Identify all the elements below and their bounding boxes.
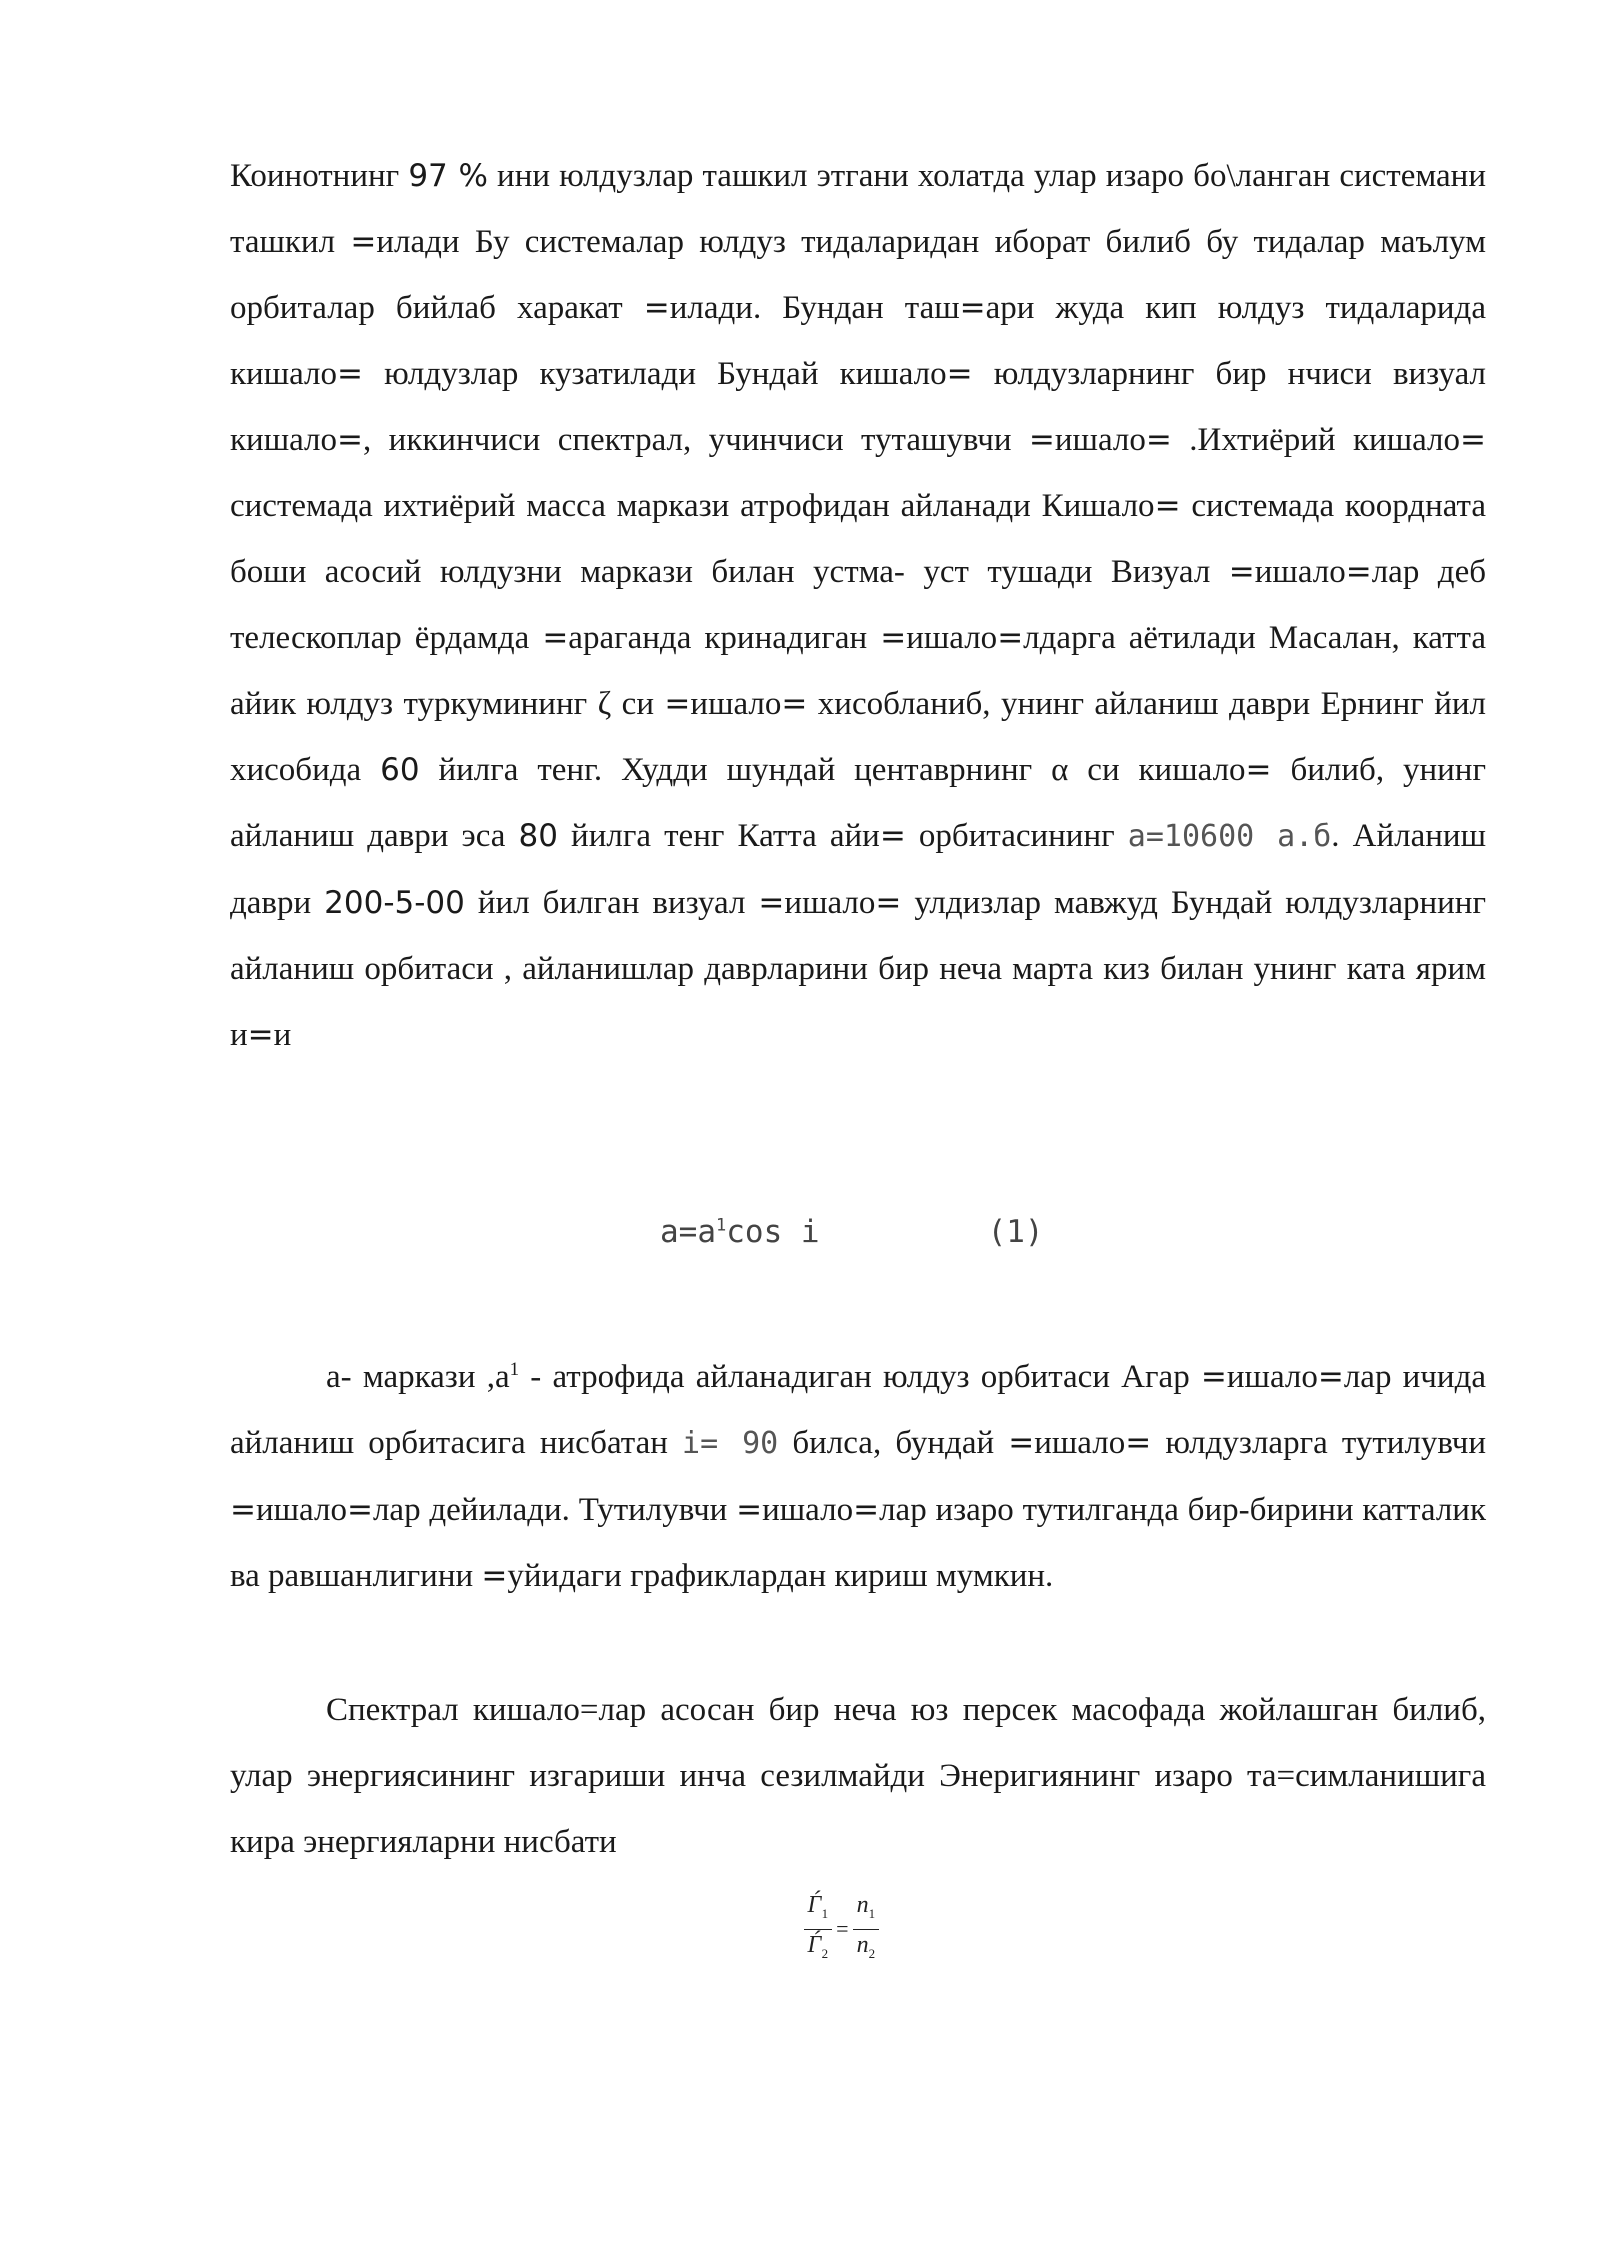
text-run: = [853,1492,880,1528]
symbol: Ѓ [808,1931,822,1958]
fraction-denominator [853,1930,880,1969]
fraction-numerator [804,1890,832,1929]
text-run: ишало [690,686,782,722]
text-run: илади Бу системалар юлдуз тидаларидан иборат билиб бу тидалар маълум орбиталар бийлаб харакат [230,224,1486,326]
text-run: = [1460,422,1486,458]
text-run: улдизлар мавжуд Бундай юлдузларнинг айланиш орбитаси , айланишлар даврларини бир неча марта киз билан унинг ката ярим и [230,885,1486,1053]
text-run: ишало [1034,1425,1126,1461]
text-run: юлдузлар кузатилади Бундай кишало [363,356,947,392]
text-run: = [230,1492,256,1528]
equation-1 [660,1214,1044,1250]
text-run: лар дейилади. Тутилувчи [372,1492,737,1528]
paragraph-spectral [230,1677,1486,1875]
text-run: = [879,818,906,854]
equation-superscript: 1 [716,1215,727,1236]
text-run: ини юлдузлар ташкил этгани холатда улар изаро бо\ланган системани ташкил [230,158,1486,260]
text-run: системада коордната боши асосий юлдузни маркази билан устма- уст тушади Визуал [230,488,1486,590]
text-run: = [346,1492,373,1528]
text-run: билса, бундай [778,1425,1009,1461]
text-run: = [1008,1425,1035,1461]
text-run: = [880,620,907,656]
text-run: орбитасининг [905,818,1128,854]
text-run: = [337,356,363,392]
text-run: = [1345,554,1372,590]
text-run: юлдузларга тутилувчи [1151,1425,1486,1461]
equation-rhs: cos i [726,1214,820,1250]
text-run: юлдузларнинг бир нчиси визуал кишало [230,356,1486,458]
text-run: = [481,1558,508,1594]
equation-lhs: a=a [660,1214,716,1250]
text-run: = [1317,1359,1344,1395]
text-run: йил билган визуал [464,885,759,921]
symbol: n [856,1931,869,1958]
text-run: лдарга аётилади Масалан, катта айик юлдуз туркумининг ζ си [230,620,1486,722]
text-run: а- маркази ,а [326,1359,510,1395]
text-run: = [946,356,973,392]
text-run: = [959,290,986,326]
text-run: лар деб телескоплар ёрдамда [230,554,1487,656]
fraction-numerator [853,1890,880,1929]
equation-number: (1) [987,1214,1044,1250]
text-run: билиб, унинг айланиш даври эса [230,752,1486,854]
text-run: = [337,422,363,458]
text-run: 97 % [408,158,488,194]
text-run: йилга тенг Катта айи [557,818,880,854]
text-run: = [1245,752,1272,788]
fraction-denominator [804,1930,832,1969]
subscript: 2 [868,1945,876,1961]
fraction-right [853,1890,880,1969]
subscript: 2 [821,1945,829,1961]
equation-2 [804,1890,879,1969]
text-run: 200-5-00 [324,885,465,921]
equals-sign: = [836,1916,849,1942]
text-run: ишало [1226,1359,1318,1395]
text-run: a=10600 а.б [1127,819,1332,854]
text-run: ари жуда кип юлдуз тидаларида кишало [230,290,1486,392]
text-run: системада ихтиёрий масса маркази атрофидан айланади Кишало [230,488,1155,524]
text-run: ишало [784,885,876,921]
text-run: = [542,620,569,656]
text-run: = [1228,554,1255,590]
text-run: 80 [518,818,558,854]
text-run: i= 90 [682,1426,779,1461]
text-run: илади. Бундан таш [669,290,960,326]
text-run: , иккинчиси спектрал, учинчиси туташувчи [363,422,1029,458]
text-run: = [643,290,670,326]
text-run: хисобланиб, унинг айланиш даври Ернинг йил хисобида [230,686,1486,788]
subscript: 1 [821,1905,829,1921]
fraction-left [804,1890,832,1969]
text-run: симланишига кира энергияларни нисбати [230,1758,1486,1860]
text-run: = [247,1017,274,1053]
text-run: = [1028,422,1055,458]
text-run: Коинотнинг [230,158,409,194]
text-run: Спектрал кишало [326,1692,580,1728]
text-run: = [1125,1425,1152,1461]
text-run: = [758,885,785,921]
text-run: лар ичида айланиш орбитасига нисбатан [230,1359,1486,1461]
superscript: 1 [509,1359,520,1380]
text-run: = [664,686,691,722]
text-run: араганда кринадиган [568,620,881,656]
symbol: Ѓ [808,1892,822,1918]
paragraph-eclipsing [230,1344,1486,1609]
text-run: ишало [762,1492,854,1528]
text-run: = [1276,1758,1296,1794]
text-run: = [1154,488,1181,524]
text-run: = [350,224,377,260]
text-run: ишало [255,1492,347,1528]
text-run: ишало [1054,422,1146,458]
subscript: 1 [868,1905,876,1921]
text-run: = [1145,422,1172,458]
text-run: ишало [906,620,998,656]
text-run: лар асосан бир неча юз персек масофада жойлашган билиб, улар энергиясининг изгариши инча сезилмайди Энеригиянинг изаро та [230,1692,1486,1794]
text-run: - атрофида айланадиган юлдуз орбитаси Агар [519,1359,1201,1395]
text-run: .Ихтиёрий кишало [1171,422,1461,458]
text-run: = [781,686,808,722]
paragraph-binary-stars [230,143,1486,1068]
text-run: и [273,1017,292,1053]
text-run: йилга тенг. Худди шундай центаврнинг α си кишало [419,752,1246,788]
text-run: = [1200,1359,1227,1395]
text-run: = [579,1692,599,1728]
text-run: лар изаро тутилганда бир-бирини катталик ва равшанлигини [230,1492,1486,1594]
text-run: . Айланиш даври [230,818,1486,921]
text-run: 60 [380,752,420,788]
text-run: ишало [1254,554,1346,590]
text-run: уйидаги графиклардан кириш мумкин. [507,1558,1054,1594]
symbol: n [856,1892,869,1918]
text-run: = [875,885,902,921]
text-run: = [997,620,1024,656]
text-run: = [736,1492,763,1528]
